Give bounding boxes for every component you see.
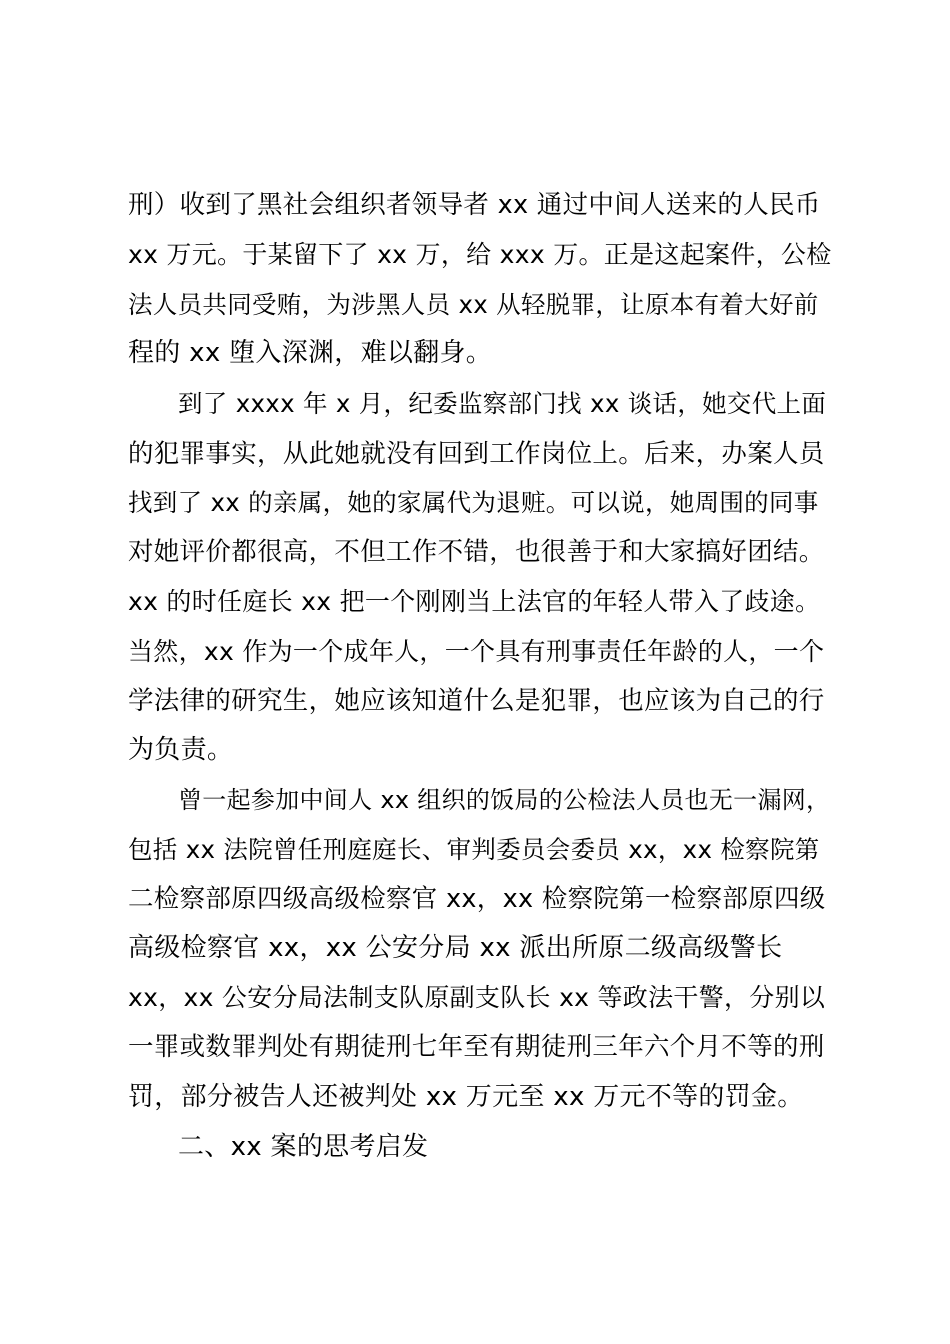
paragraph-1-line-4: 程的 xx 堕入深渊，难以翻身。 <box>128 338 493 368</box>
section-heading: 二、xx 案的思考启发 <box>178 1132 429 1162</box>
paragraph-3-line-1: 曾一起参加中间人 xx 组织的饭局的公检法人员也无一漏网， <box>178 786 831 814</box>
paragraph-3-line-2: 包括 xx 法院曾任刑庭庭长、审判委员会委员 xx，xx 检察院第 <box>128 835 820 864</box>
paragraph-1-line-3: 法人员共同受贿，为涉黑人员 xx 从轻脱罪，让原本有着大好前 <box>128 290 819 319</box>
paragraph-1-line-2: xx 万元。于某留下了 xx 万，给 xxx 万。正是这起案件，公检 <box>128 240 832 269</box>
paragraph-2-line-2: 的犯罪事实，从此她就没有回到工作岗位上。后来，办案人员 <box>128 439 825 469</box>
paragraph-3-line-4: 高级检察官 xx，xx 公安分局 xx 派出所原二级高级警长 <box>128 933 783 963</box>
paragraph-3-line-3: 二检察部原四级高级检察官 xx，xx 检察院第一检察部原四级 <box>128 884 826 914</box>
paragraph-2-line-3: 找到了 xx 的亲属，她的家属代为退赃。可以说，她周围的同事 <box>128 488 819 517</box>
paragraph-2-line-8: 为负责。 <box>128 735 234 765</box>
paragraph-2-line-4: 对她评价都很高，不但工作不错，也很善于和大家搞好团结。 <box>128 537 825 567</box>
paragraph-3-line-7: 罚，部分被告人还被判处 xx 万元至 xx 万元不等的罚金。 <box>128 1082 804 1112</box>
paragraph-3-line-5: xx，xx 公安分局法制支队原副支队长 xx 等政法干警，分别以 <box>128 983 826 1012</box>
paragraph-2-line-6: 当然，xx 作为一个成年人，一个具有刑事责任年龄的人，一个 <box>128 637 825 666</box>
paragraph-2-line-7: 学法律的研究生，她应该知道什么是犯罪，也应该为自己的行 <box>128 686 825 716</box>
paragraph-3-line-6: 一罪或数罪判处有期徒刑七年至有期徒刑三年六个月不等的刑 <box>128 1032 825 1062</box>
paragraph-2-line-5: xx 的时任庭长 xx 把一个刚刚当上法官的年轻人带入了歧途。 <box>128 587 821 616</box>
paragraph-2-line-1: 到了 xxxx 年 x 月，纪委监察部门找 xx 谈话，她交代上面 <box>178 389 827 418</box>
paragraph-1-line-1: 刑）收到了黑社会组织者领导者 xx 通过中间人送来的人民币 <box>128 190 821 220</box>
